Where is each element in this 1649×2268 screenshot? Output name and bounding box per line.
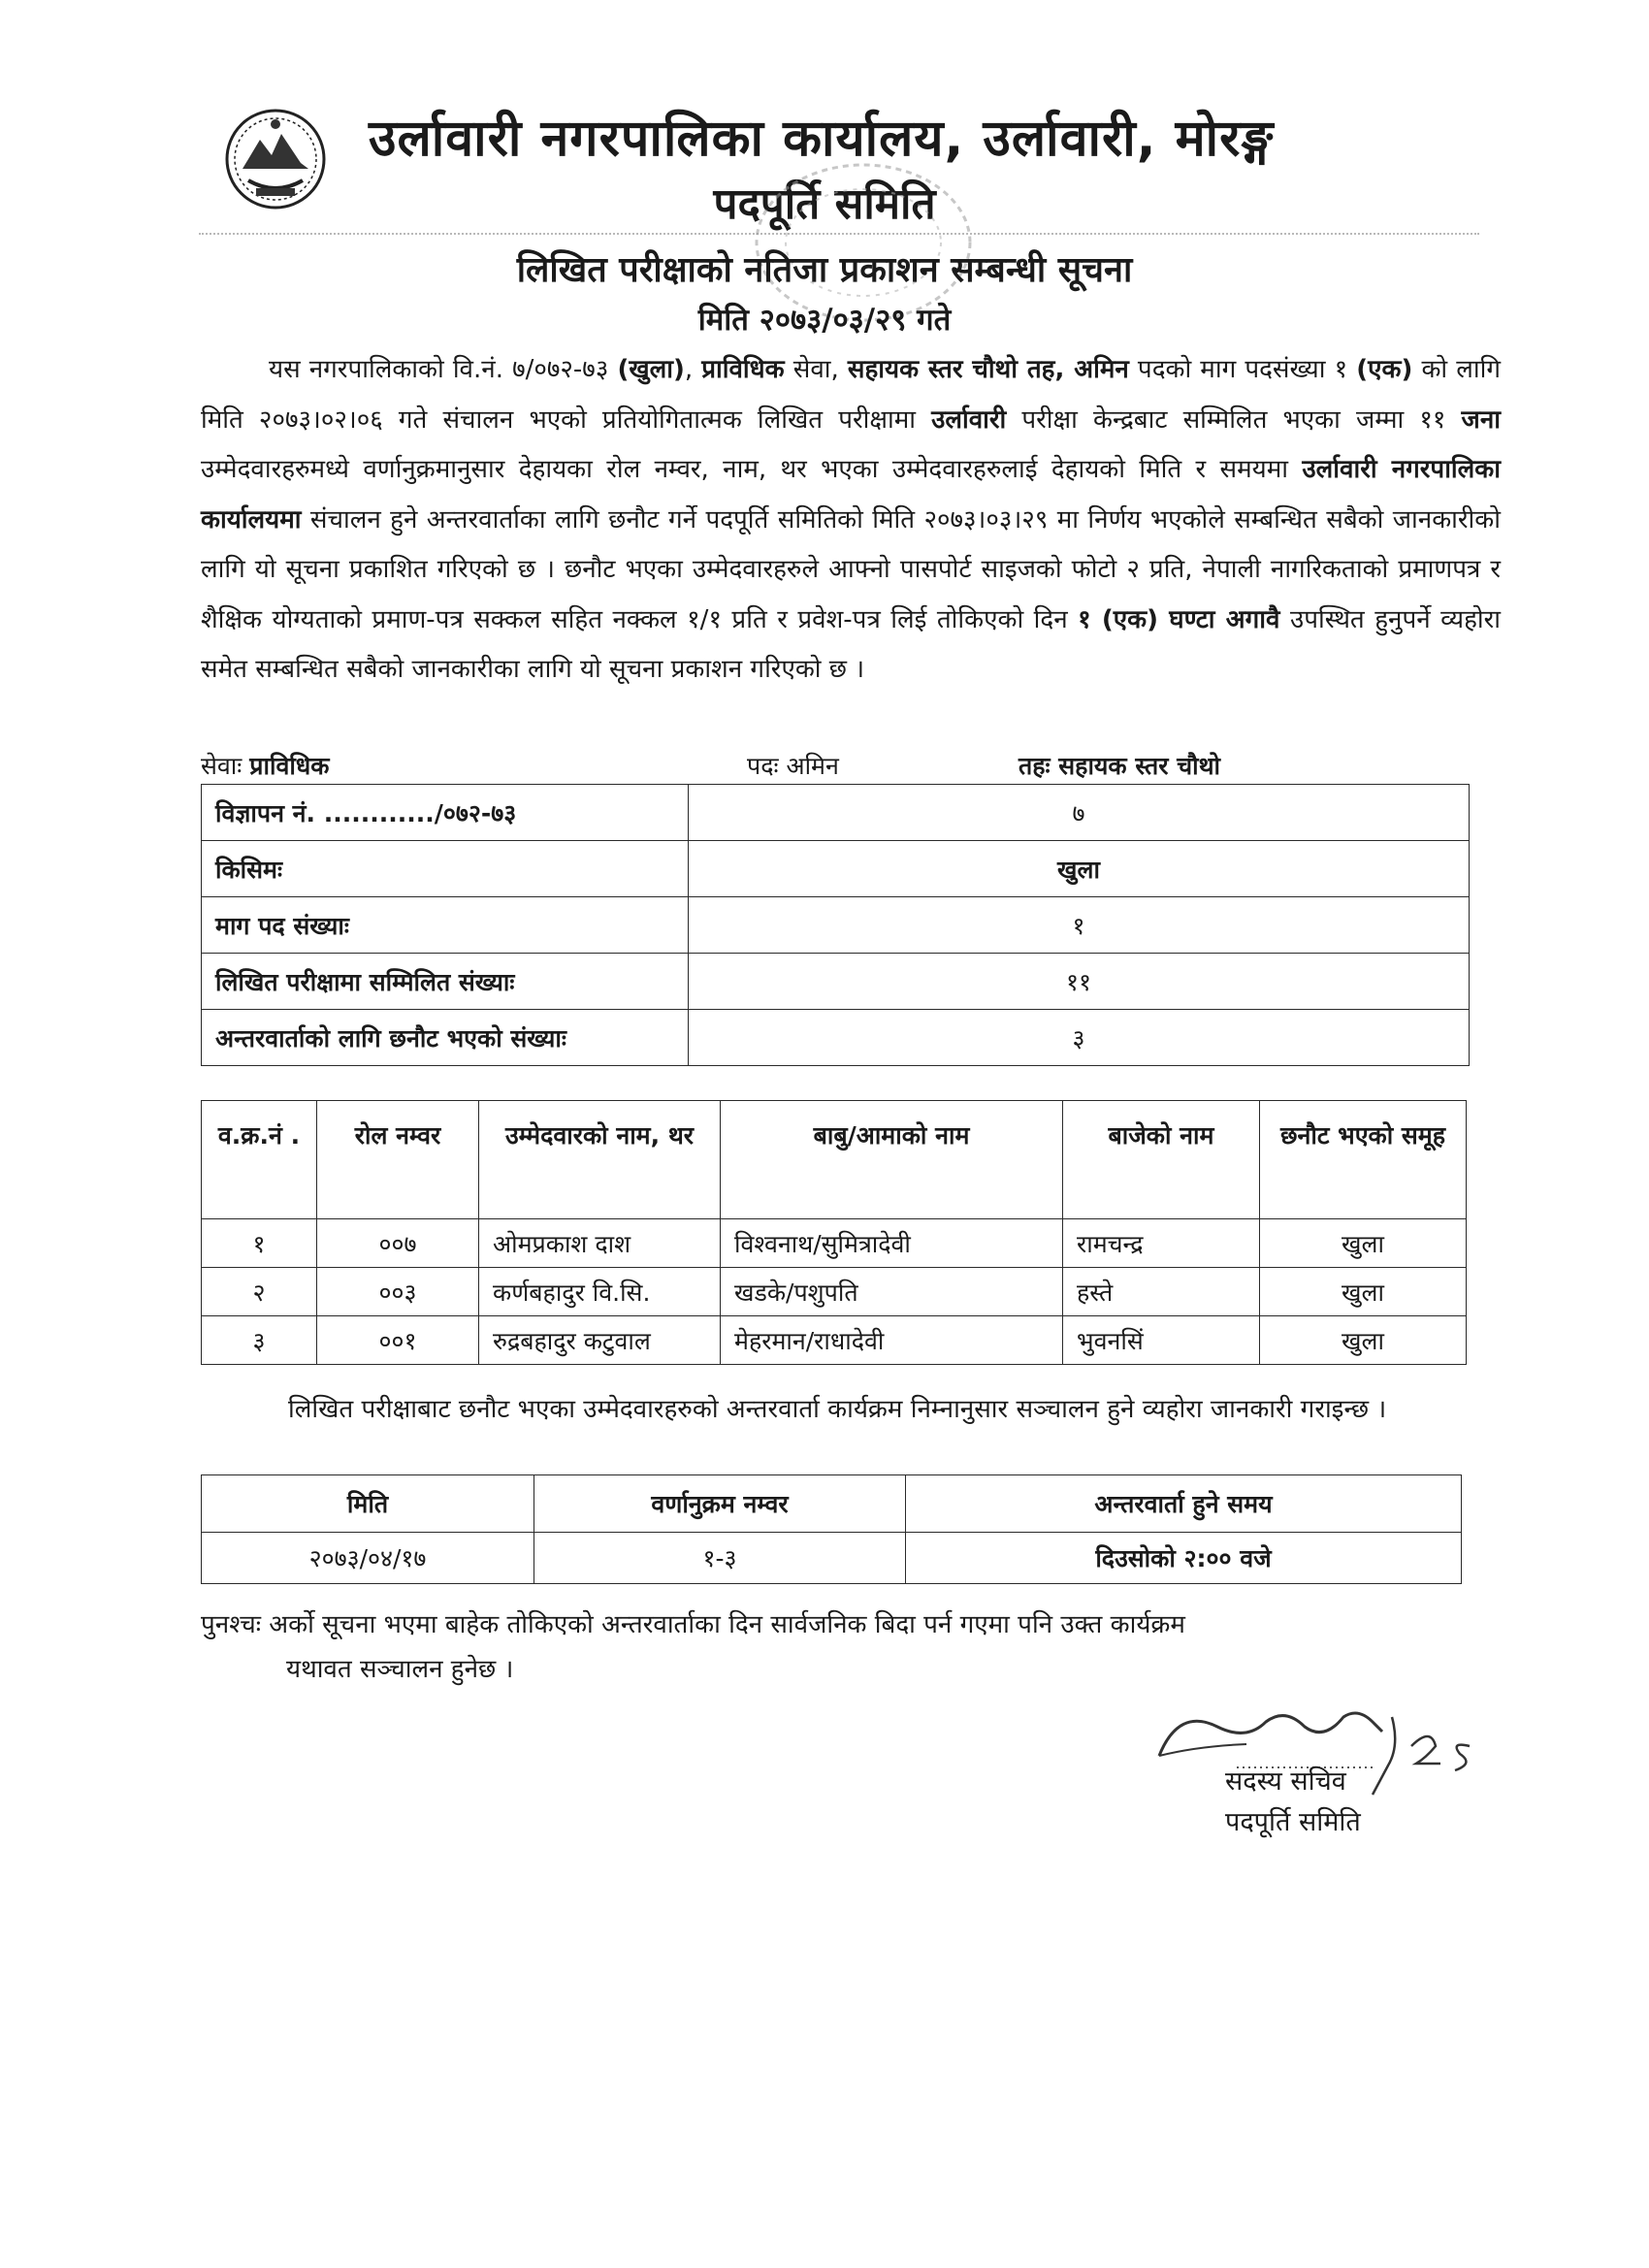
body-text: पदको माग पदसंख्या १: [1128, 355, 1357, 384]
col-header-name: उम्मेदवारको नाम, थर: [479, 1101, 721, 1219]
info-label: माग पद संख्याः: [202, 897, 689, 954]
col-header-group: छनौट भएको समूह: [1260, 1101, 1467, 1219]
body-text: परीक्षा केन्द्रबाट सम्मिलित भएका जम्मा ११: [1006, 405, 1462, 435]
signatory-title: सदस्य सचिव: [1225, 1766, 1346, 1797]
interview-schedule-table: [201, 1474, 1462, 1584]
body-text: को लागि मिति २०७३।०२।०६ गते संचालन भएको प्रतियोगितात्मक लिखित परीक्षामा: [201, 355, 1501, 435]
body-text: उम्मेदवारहरुमध्ये वर्णानुक्रमानुसार देहायका रोल नम्वर, नाम, थर भएका उम्मेदवारहरुलाई देहायको मिति र समयमा: [201, 455, 1303, 484]
post-field: पदः अमिन: [747, 752, 839, 780]
level-field: तहः सहायक स्तर चौथो: [1018, 752, 1221, 780]
cell-roll: ००३: [317, 1268, 479, 1316]
service-label: सेवाः: [201, 752, 250, 780]
postscript: [201, 1603, 1501, 1692]
cell-grandfather: रामचन्द्र: [1063, 1219, 1260, 1268]
body-text-bold: जना: [1461, 405, 1501, 435]
table-header-row: [202, 1475, 1462, 1533]
table-row: [202, 1010, 1470, 1066]
info-value: ३: [689, 1010, 1470, 1066]
cell-sn: १: [202, 1219, 317, 1268]
selected-candidates-table: [201, 1100, 1467, 1365]
info-label: विज्ञापन नं. ............/०७२-७३: [202, 785, 689, 841]
cell-name: कर्णबहादुर वि.सि.: [479, 1268, 721, 1316]
cell-parents: विश्वनाथ/सुमित्रादेवी: [721, 1219, 1063, 1268]
table-header-row: [202, 1101, 1467, 1219]
cell-sn: २: [202, 1268, 317, 1316]
col-header-sn: व.क्र.नं .: [202, 1101, 317, 1219]
body-text-bold: १ (एक) घण्टा अगावै: [1078, 604, 1280, 634]
col-header-date: मिति: [202, 1475, 534, 1533]
advertisement-info-table: [201, 784, 1470, 1066]
cell-name: ओमप्रकाश दाश: [479, 1219, 721, 1268]
cell-roll: ००७: [317, 1219, 479, 1268]
body-text: संचालन हुने अन्तरवार्ताका लागि छनौट गर्ने पदपूर्ति समितिको मिति २०७३।०३।२९ मा निर्णय भएकोले सम्बन्धित सबैको जानकारीको लागि यो सूचना प्रकाशित गरिएको छ । छनौट भएका उम्मेदवारहरुले आफ्नो पासपोर्ट साइजको फोटो २ प्रति, नेपाली नागरिकताको प्रमाणपत्र र शैक्षिक योग्यताको प्रमाण-पत्र सक्कल सहित नक्कल १/१ प्रति र प्रवेश-पत्र लिई तोकिएको दिन: [201, 504, 1501, 634]
col-header-roll: रोल नम्वर: [317, 1101, 479, 1219]
cell-time: दिउसोको २:०० वजे: [906, 1533, 1462, 1584]
body-text: ,: [684, 355, 702, 384]
table-row: [202, 1533, 1462, 1584]
body-text-bold: उर्लावारी: [931, 405, 1007, 435]
cell-roll: ००१: [317, 1316, 479, 1365]
table-row: [202, 954, 1470, 1010]
col-header-order: वर्णानुक्रम नम्वर: [534, 1475, 906, 1533]
cell-group: खुला: [1260, 1268, 1467, 1316]
cell-grandfather: हस्ते: [1063, 1268, 1260, 1316]
body-text-bold: (एक): [1356, 355, 1413, 384]
notice-date: मिति २०७३/०३/२९ गते: [697, 303, 952, 338]
postscript-line: यथावत सञ्चालन हुनेछ ।: [286, 1655, 514, 1684]
committee-name: पदपूर्ति समिति: [713, 179, 936, 229]
body-text: उपस्थित हुनुपर्ने व्यहोरा समेत सम्बन्धित सबैको जानकारीका लागि यो सूचना प्रकाशन गरिएको छ ।: [201, 604, 1502, 684]
table-row: [202, 1219, 1467, 1268]
info-value: ११: [689, 954, 1470, 1010]
cell-order: १-३: [534, 1533, 906, 1584]
interview-note: लिखित परीक्षाबाट छनौट भएका उम्मेदवारहरुको अन्तरवार्ता कार्यक्रम निम्नानुसार सञ्चालन हुने व्यहोरा जानकारी गराइन्छ ।: [288, 1395, 1387, 1424]
table-row: [202, 1268, 1467, 1316]
col-header-parents: बाबु/आमाको नाम: [721, 1101, 1063, 1219]
info-label: लिखित परीक्षामा सम्मिलित संख्याः: [202, 954, 689, 1010]
body-text-bold: सहायक स्तर चौथो तह, अमिन: [847, 355, 1129, 384]
service-value: प्राविधिक: [249, 752, 330, 780]
body-text-bold: उर्लावारी नगरपालिका कार्यालयमा: [201, 455, 1501, 535]
table-row: [202, 1316, 1467, 1365]
signature-block: [1140, 1688, 1528, 1882]
office-title: उर्लावारी नगरपालिका कार्यालय, उर्लावारी, मोरङ्ग: [369, 110, 1275, 168]
table-row: [202, 841, 1470, 897]
info-label: अन्तरवार्ताको लागि छनौट भएको संख्याः: [202, 1010, 689, 1066]
col-header-grandfather: बाजेको नाम: [1063, 1101, 1260, 1219]
info-label: किसिमः: [202, 841, 689, 897]
body-text-bold: प्राविधिक: [701, 355, 785, 384]
table-row: [202, 897, 1470, 954]
cell-group: खुला: [1260, 1316, 1467, 1365]
info-value: १: [689, 897, 1470, 954]
cell-grandfather: भुवनसिं: [1063, 1316, 1260, 1365]
cell-group: खुला: [1260, 1219, 1467, 1268]
service-field: [201, 749, 329, 782]
info-value: ७: [689, 785, 1470, 841]
body-text: यस नगरपालिकाको वि.नं. ७/०७२-७३: [269, 355, 618, 384]
body-text-bold: (खुला): [617, 355, 685, 384]
body-text: सेवा,: [784, 355, 848, 384]
cell-parents: खडके/पशुपति: [721, 1268, 1063, 1316]
notice-body: [201, 345, 1501, 696]
postscript-line: पुनश्चः अर्को सूचना भएमा बाहेक तोकिएको अन्तरवार्ताका दिन सार्वजनिक बिदा पर्न गएमा पनि उक्त कार्यक्रम: [201, 1610, 1185, 1639]
cell-name: रुद्रबहादुर कटुवाल: [479, 1316, 721, 1365]
signatory-org: पदपूर्ति समिति: [1225, 1807, 1361, 1837]
cell-sn: ३: [202, 1316, 317, 1365]
col-header-time: अन्तरवार्ता हुने समय: [906, 1475, 1462, 1533]
notice-title: लिखित परीक्षाको नतिजा प्रकाशन सम्बन्धी सूचना: [516, 250, 1133, 290]
cell-parents: मेहरमान/राधादेवी: [721, 1316, 1063, 1365]
info-value: खुला: [689, 841, 1470, 897]
cell-date: २०७३/०४/१७: [202, 1533, 534, 1584]
table-row: [202, 785, 1470, 841]
